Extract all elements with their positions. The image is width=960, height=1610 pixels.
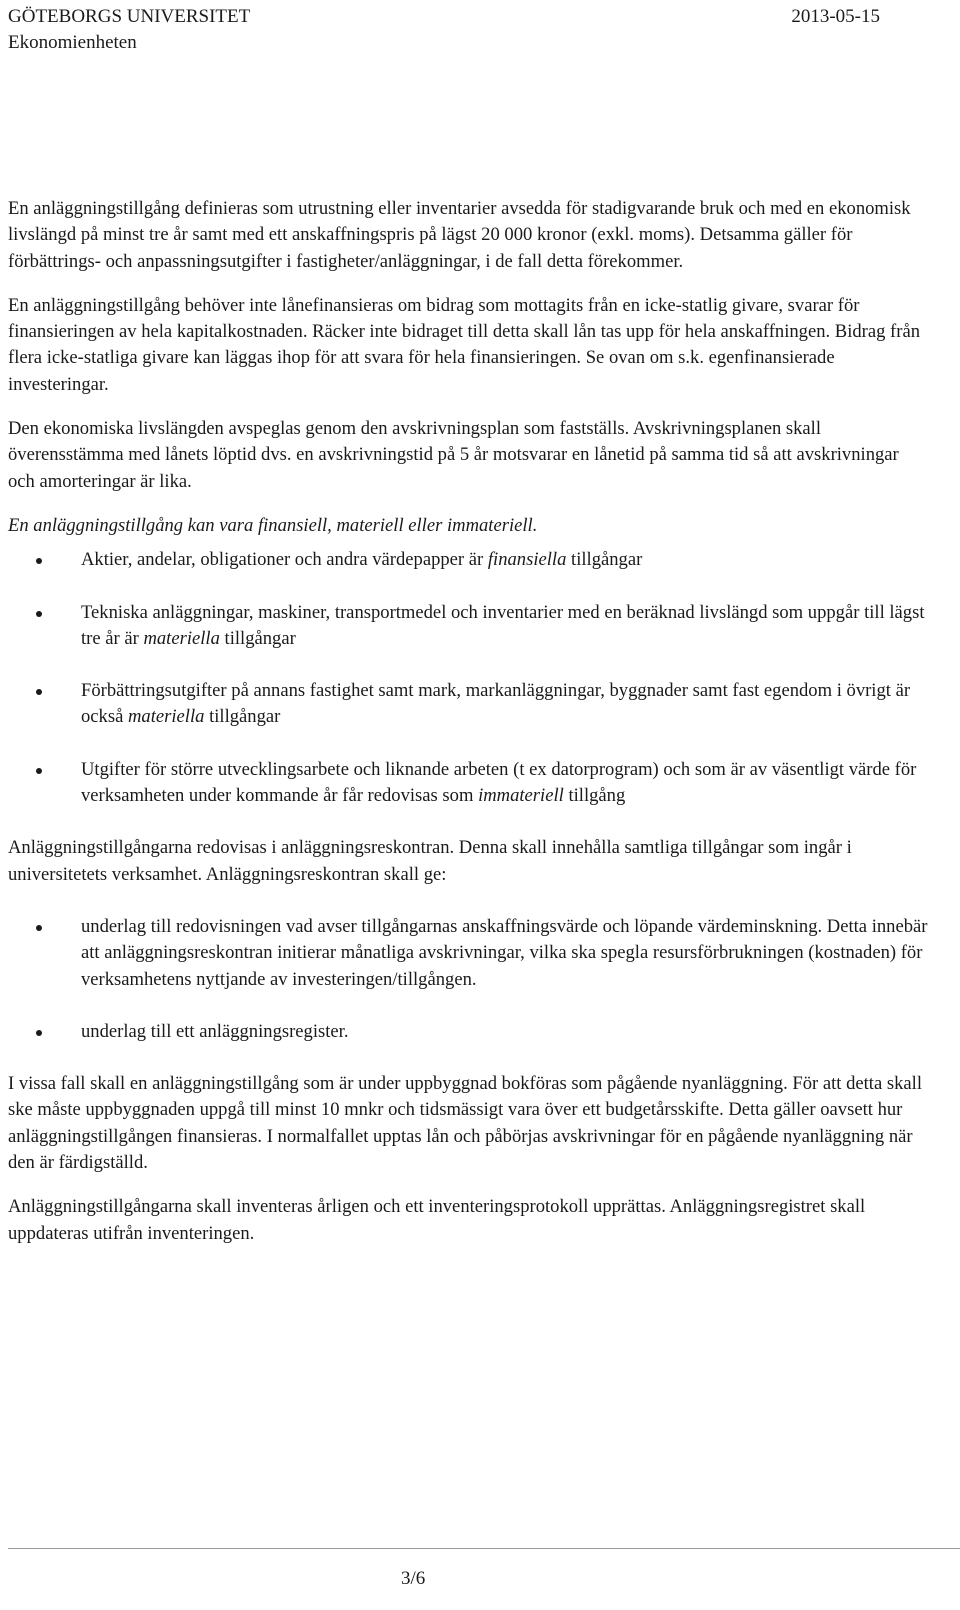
list-item: Utgifter för större utvecklingsarbete och liknande arbeten (t ex datorprogram) och som är av väsentligt värde för verksamheten under kommande år får redovisas som immateriell tillgång (8, 757, 930, 810)
paragraph-definition: En anläggningstillgång definieras som utrustning eller inventarier avsedda för stadigvarande bruk och med en ekonomisk livslängd på minst tre år samt med ett anskaffningspris på lägst 20 000 kronor (exkl. moms). Detsamma gäller för förbättrings- och anpassningsutgifter i fastigheter/anläggningar, i de fall detta förekommer. (8, 198, 911, 272)
list-item: Förbättringsutgifter på annans fastighet samt mark, markanläggningar, byggnader samt fast egendom i övrigt är också materiella tillgångar (8, 678, 930, 731)
paragraph-asset-types-intro: En anläggningstillgång kan vara finansiell, materiell eller immateriell. (8, 514, 538, 536)
page-footer (8, 1548, 960, 1610)
university-name: GÖTEBORGS UNIVERSITET (8, 6, 251, 27)
document-date: 2013-05-15 (791, 6, 880, 27)
header-left (8, 4, 408, 56)
list-item: Aktier, andelar, obligationer och andra värdepapper är finansiella tillgångar (8, 547, 930, 573)
ledger-purpose-list (8, 914, 930, 1045)
asset-types-list (8, 547, 930, 809)
list-item: underlag till ett anläggningsregister. (8, 1019, 930, 1045)
paragraph-construction: I vissa fall skall en anläggningstillgång som är under uppbyggnad bokföras som pågående nyanläggning. För att detta skall ske måste uppbyggnaden uppgå till minst 10 mnkr och tidsmässigt vara över ett budgetårsskifte. Detta gäller oavsett hur anläggningstillgången finansieras. I normalfallet upptas lån och påbörjas avskrivningar för en pågående nyanläggning när den är färdigställd. (8, 1073, 922, 1174)
document-body (8, 196, 930, 1247)
page-header (8, 4, 960, 56)
paragraph-inventory: Anläggningstillgångarna skall inventeras årligen och ett inventeringsprotokoll upprättas. Anläggningsregistret skall uppdateras utifrån inventeringen. (8, 1196, 866, 1244)
paragraph-financing: En anläggningstillgång behöver inte lånefinansieras om bidrag som mottagits från en icke-statlig givare, svarar för finansieringen av hela kapitalkostnaden. Räcker inte bidraget till detta skall lån tas upp för hela anskaffningen. Bidrag från flera icke-statliga givare kan läggas ihop för att svara för hela finansieringen. Se ovan om s.k. egenfinansierade investeringar. (8, 294, 920, 395)
list-item: Tekniska anläggningar, maskiner, transportmedel och inventarier med en beräknad livslängd som uppgår till lägst tre år är materiella tillgångar (8, 600, 930, 653)
paragraph-depreciation: Den ekonomiska livslängden avspeglas genom den avskrivningsplan som fastställs. Avskrivningsplanen skall överensstämma med lånets löptid dvs. en avskrivningstid på 5 år motsvarar en lånetid på samma tid så att avskrivningar och amorteringar är lika. (8, 418, 899, 492)
footer-divider (8, 1548, 960, 1549)
department-name: Ekonomienheten (8, 32, 137, 53)
list-item: underlag till redovisningen vad avser tillgångarnas anskaffningsvärde och löpande värdeminskning. Detta innebär att anläggningsreskontran initierar månatliga avskrivningar, vilka ska spegla resursförbrukningen (kostnaden) för verksamhetens nyttjande av investeringen/tillgången. (8, 914, 930, 993)
page-number: 3/6 (401, 1568, 426, 1589)
paragraph-ledger: Anläggningstillgångarna redovisas i anläggningsreskontran. Denna skall innehålla samtliga tillgångar som ingår i universitetets verksamhet. Anläggningsreskontran skall ge: (8, 837, 852, 885)
